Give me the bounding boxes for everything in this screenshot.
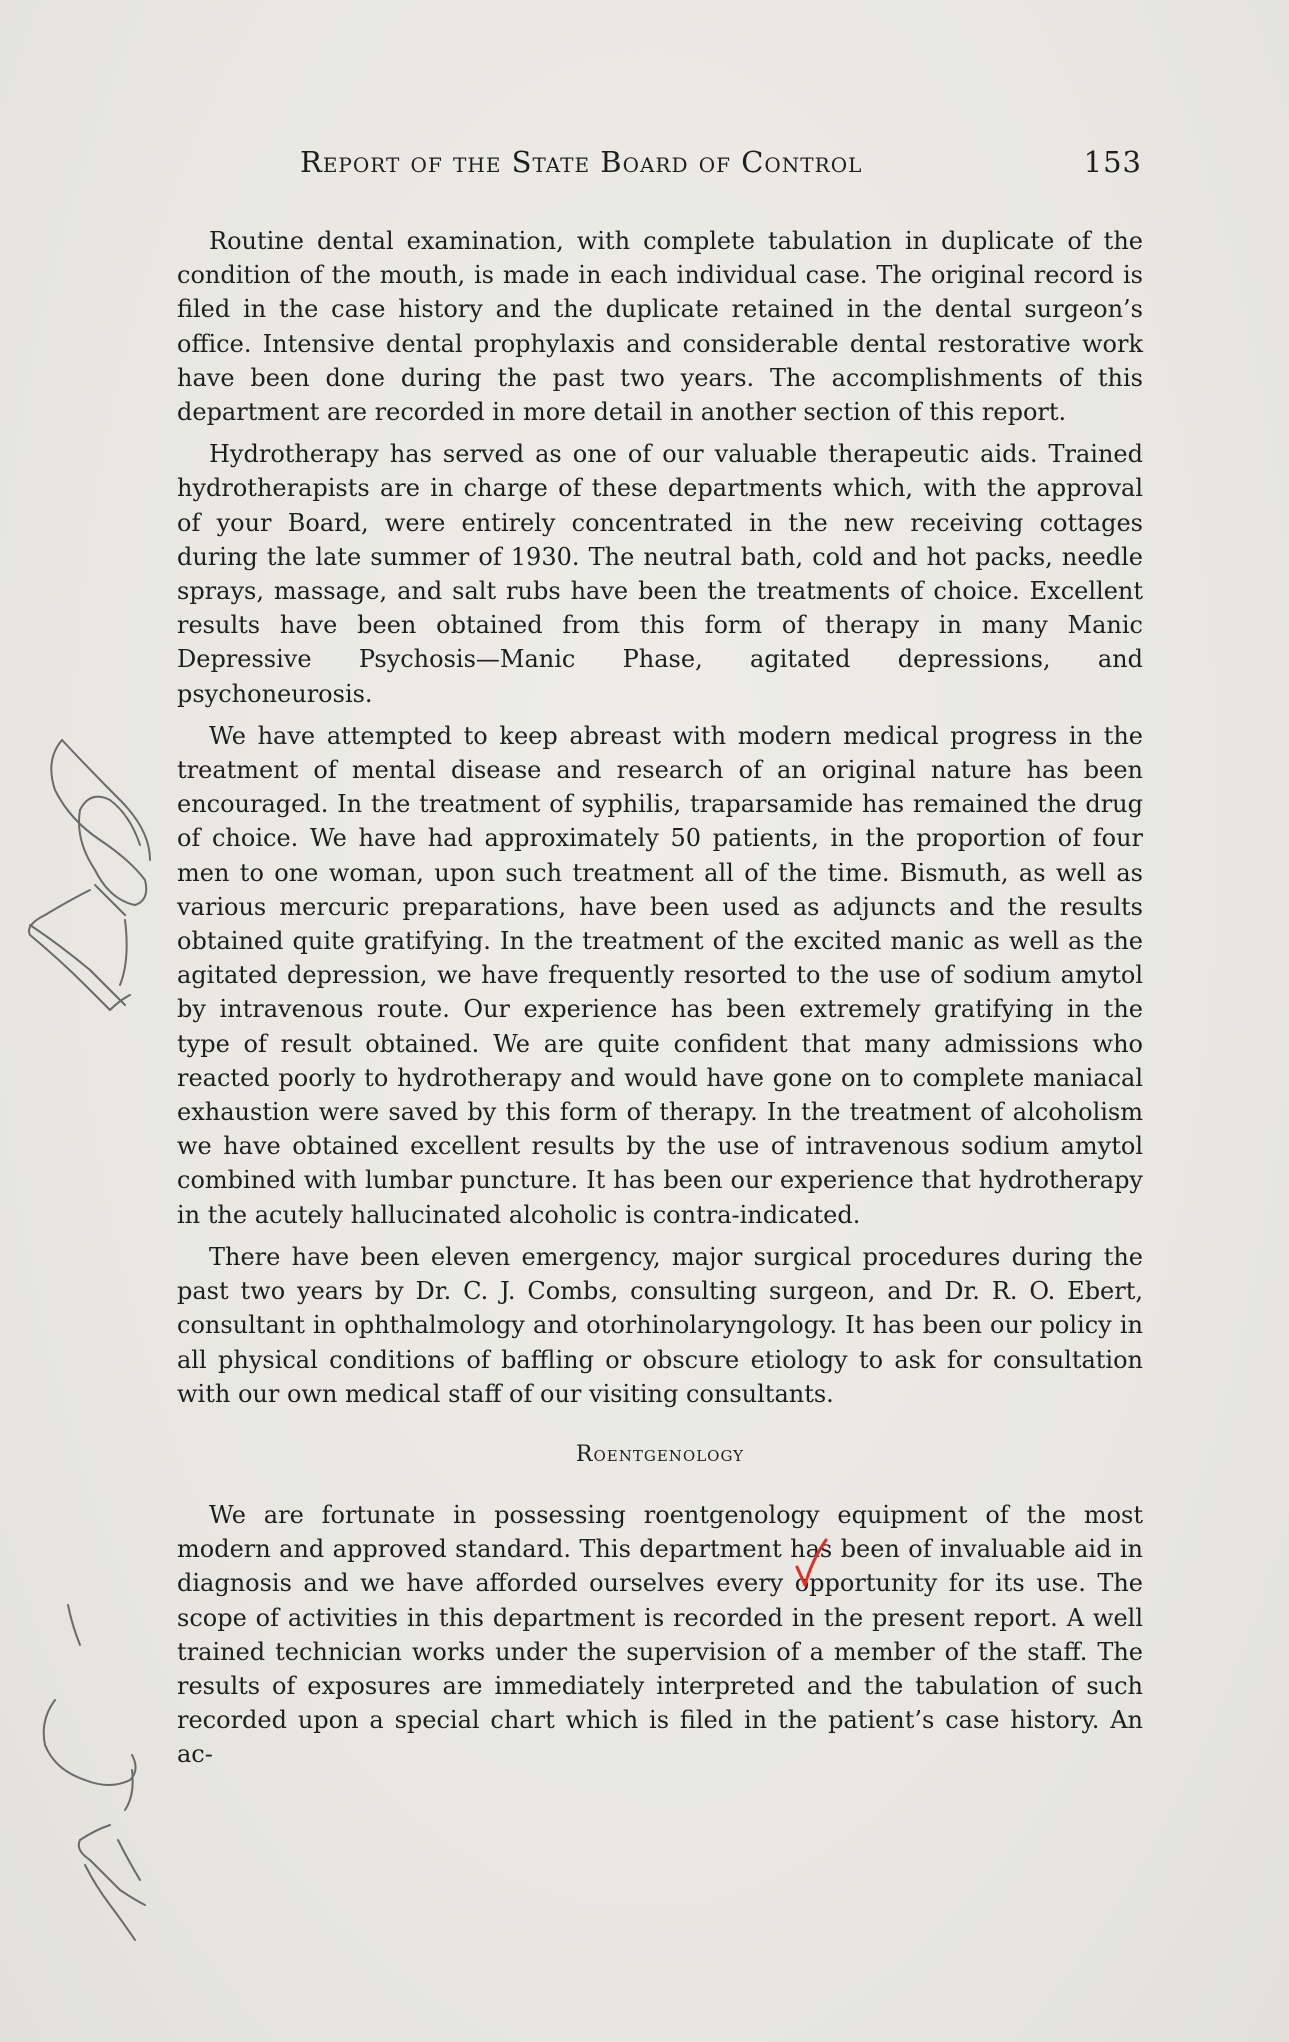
pencil-scribble-upper-icon bbox=[29, 740, 150, 1010]
pencil-scribble-lower-icon bbox=[44, 1605, 145, 1940]
running-header bbox=[300, 145, 1142, 185]
page-number: 153 bbox=[1083, 145, 1142, 179]
paragraph-surgery: There have been eleven emergency, major surgical procedures during the past two years by Dr. C. J. Combs, consulting surgeon, and Dr. R. O. Ebert, consultant in ophthalmology and otorhinolaryngology. It has been our policy in all physical conditions of baffling or obscure etiology to ask for consultation with our own medical staff of our visiting consultants. bbox=[177, 1242, 1143, 1408]
header-title: Report of the State Board of Control bbox=[300, 145, 863, 179]
paragraph-treatment: We have attempted to keep abreast with modern medical progress in the treatment of mental disease and research of an original nature has been encouraged. In the treatment of syphilis, traparsamide has remained the drug of choice. We have had approximately 50 patients, in the proportion of four men to one woman, upon such treatment all of the time. Bismuth, as well as various mercuric preparations, have been used as adjuncts and the results obtained quite gratifying. In the treatment of the excited manic as well as the agitated depression, we have frequently resorted to the use of sodium amytol by intravenous route. Our experience has been extremely gratifying in the type of result obtained. We are quite confident that many admissions who reacted poorly to hydrotherapy and would have gone on to complete maniacal exhaustion were saved by this form of therapy. In the treatment of alcoholism we have obtained excellent results by the use of intravenous sodium amytol combined with lumbar puncture. It has been our experience that hydrotherapy in the acutely hallucinated alcoholic is contra-indicated. bbox=[177, 721, 1143, 1229]
paragraph-roentgenology: We are fortunate in possessing roentgenology equipment of the most modern and approved standard. This department has been of invaluable aid in diagnosis and we have afforded ourselves every opportunity for its use. The scope of activities in this department is recorded in the present report. A well trained technician works under the supervision of a member of the staff. The results of exposures are immediately interpreted and the tabulation of such recorded upon a special chart which is filed in the patient’s case history. An ac- bbox=[177, 1500, 1143, 1769]
paragraph-dental: Routine dental examination, with complete tabulation in duplicate of the condition of the mouth, is made in each individual case. The original record is filed in the case history and the duplicate retained in the dental surgeon’s office. Intensive dental prophylaxis and considerable dental restorative work have been done during the past two years. The accomplishments of this department are recorded in more detail in another section of this report. bbox=[177, 227, 1143, 427]
body-text bbox=[177, 224, 1143, 1780]
paragraph-hydrotherapy: Hydrotherapy has served as one of our valuable therapeutic aids. Trained hydrotherapists are in charge of these departments which, with the approval of your Board, were entirely concentrated in the new receiving cottages during the late summer of 1930. The neutral bath, cold and hot packs, needle sprays, massage, and salt rubs have been the treatments of choice. Excellent results have been obtained from this form of therapy in many Manic Depressive Psychosis—Manic Phase, agitated depressions, and psychoneurosis. bbox=[177, 440, 1143, 708]
section-heading: Roentgenology bbox=[575, 1441, 745, 1467]
